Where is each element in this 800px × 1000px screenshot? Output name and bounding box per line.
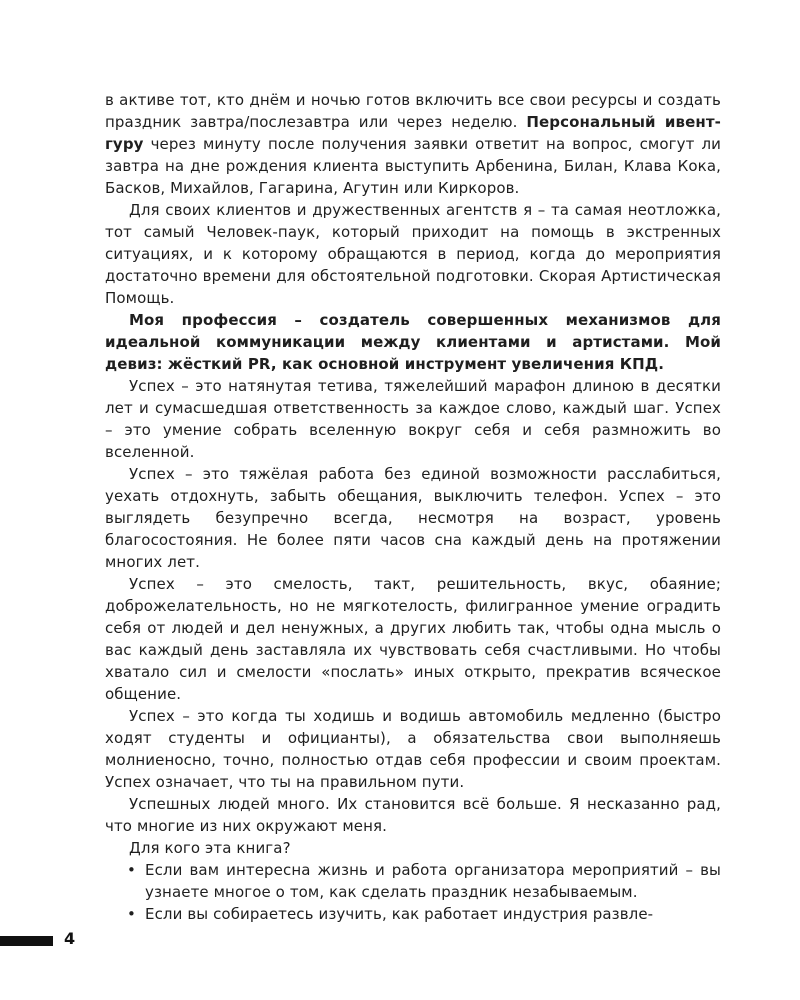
- paragraph-6: Успех – это смелость, такт, решительность, вкус, обаяние; доброжелательность, но не мягкотелость, филигранное умение оградить себя от людей и дел ненужных, а других любить так, чтобы одна мысль о вас каждый день заставляла их чувствовать себя счастливыми. Но чтобы хватало сил и смелости «послать» иных открыто, прекратив всяческое общение.: [105, 575, 721, 703]
- page-number: 4: [64, 929, 76, 948]
- paragraph-7: Успех – это когда ты ходишь и водишь автомобиль медленно (быстро ходят студенты и официанты), а обязательства свои выполняешь молниеносно, точно, полностью отдав себя профессии и своим проектам. Успех означает, что ты на правильном пути.: [105, 707, 721, 791]
- paragraph-1-bold: Персональный ивент-гуру: [105, 113, 721, 153]
- bullet-item-2: • Если вы собираетесь изучить, как работает индустрия развле-: [105, 903, 721, 925]
- paragraph-1-end: через минуту после получения заявки ответит на вопрос, смогут ли завтра на дне рождения клиента выступить Арбенина, Билан, Клава Кока, Басков, Михайлов, Гагарина, Агутин или Киркоров.: [105, 135, 721, 197]
- paragraph-2: Для своих клиентов и дружественных агентств я – та самая неотложка, тот самый Человек-паук, который приходит на помощь в экстренных ситуациях, и к которому обращаются в период, когда до мероприятия достаточно времени для обстоятельной подготовки. Скорая Артистическая Помощь.: [105, 201, 721, 307]
- paragraph-4: Успех – это натянутая тетива, тяжелейший марафон длиною в десятки лет и сумасшедшая ответственность за каждое слово, каждый шаг. Успех – это умение собрать вселенную вокруг себя и себя размножить во вселенной.: [105, 377, 721, 461]
- paragraph-3-text: Моя профессия – создатель совершенных механизмов для идеальной коммуникации между клиентами и артистами. Мой девиз: жёсткий PR, как основной инструмент увеличения КПД.: [105, 311, 721, 373]
- page-body-text: [105, 89, 721, 925]
- footer-bar: [0, 936, 53, 946]
- paragraph-9: Для кого эта книга?: [129, 839, 291, 857]
- paragraph-1-start: в активе тот, кто днём и ночью готов включить все свои ресурсы и создать праздник завтра/послезавтра или через неделю.: [105, 91, 721, 131]
- bullet-list: [105, 859, 721, 925]
- paragraph-5: Успех – это тяжёлая работа без единой возможности расслабиться, уехать отдохнуть, забыть обещания, выключить телефон. Успех – это выглядеть безупречно всегда, несмотря на возраст, уровень благосостояния. Не более пяти часов сна каждый день на протяжении многих лет.: [105, 465, 721, 571]
- bullet-item-1: • Если вам интересна жизнь и работа организатора мероприятий – вы узнаете многое о том, как сделать праздник незабываемым.: [105, 859, 721, 903]
- paragraph-3-bold: [105, 309, 721, 375]
- paragraph-1: [105, 89, 721, 199]
- paragraph-8: Успешных людей много. Их становится всё больше. Я несказанно рад, что многие из них окружают меня.: [105, 795, 721, 835]
